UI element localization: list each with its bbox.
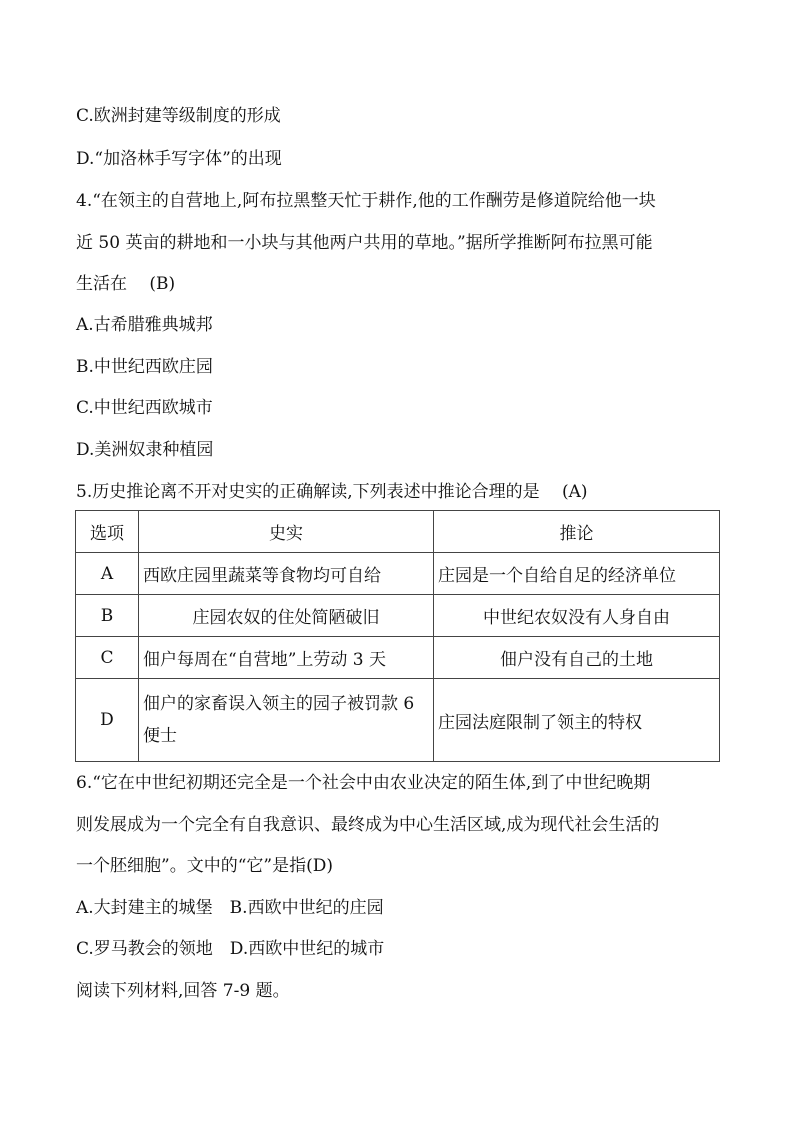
- q4-option-b: B.中世纪西欧庄园: [76, 357, 213, 377]
- row-fact: 西欧庄园里蔬菜等食物均可自给: [139, 553, 434, 595]
- row-fact: 佃户的家畜误入领主的园子被罚款 6 便士: [139, 679, 434, 762]
- row-inference: 中世纪农奴没有人身自由: [434, 595, 720, 637]
- row-option: B: [76, 595, 139, 637]
- row-fact: 佃户每周在“自营地”上劳动 3 天: [139, 637, 434, 679]
- row-fact: 庄园农奴的住处简陋破旧: [139, 595, 434, 637]
- table-row: [76, 595, 720, 637]
- header-inference: 推论: [434, 511, 720, 553]
- q4-option-a: A.古希腊雅典城邦: [76, 315, 213, 335]
- q3-option-c: C.欧洲封建等级制度的形成: [76, 106, 281, 126]
- row-option: C: [76, 637, 139, 679]
- q4-option-d: D.美洲奴隶种植园: [76, 440, 214, 460]
- table-row: [76, 553, 720, 595]
- q4-stem-line3: 生活在 (B): [76, 274, 176, 294]
- q5-stem: 5.历史推论离不开对史实的正确解读,下列表述中推论合理的是 (A): [76, 482, 588, 502]
- row-inference: 佃户没有自己的土地: [434, 637, 720, 679]
- table-header-row: [76, 511, 720, 553]
- table-row: [76, 679, 720, 762]
- q6-options-ab: A.大封建主的城堡 B.西欧中世纪的庄园: [76, 898, 384, 918]
- q4-option-c: C.中世纪西欧城市: [76, 398, 213, 418]
- q6-stem-line3: 一个胚细胞”。文中的“它”是指(D): [76, 856, 333, 876]
- row-option: A: [76, 553, 139, 595]
- q5-table: [75, 510, 720, 762]
- q4-stem-line1: 4.“在领主的自营地上,阿布拉黑整天忙于耕作,他的工作酬劳是修道院给他一块: [76, 191, 656, 211]
- reading-instruction: 阅读下列材料,回答 7-9 题。: [76, 981, 290, 1001]
- row-inference: 庄园是一个自给自足的经济单位: [434, 553, 720, 595]
- header-fact: 史实: [139, 511, 434, 553]
- q4-stem-line2: 近 50 英亩的耕地和一小块与其他两户共用的草地。”据所学推断阿布拉黑可能: [76, 233, 653, 253]
- table-row: [76, 637, 720, 679]
- q6-stem-line1: 6.“它在中世纪初期还完全是一个社会中由农业决定的陌生体,到了中世纪晚期: [76, 773, 651, 793]
- row-option: D: [76, 679, 139, 762]
- q6-options-cd: C.罗马教会的领地 D.西欧中世纪的城市: [76, 939, 385, 959]
- q3-option-d: D.“加洛林手写字体”的出现: [76, 149, 282, 169]
- header-option: 选项: [76, 511, 139, 553]
- q6-stem-line2: 则发展成为一个完全有自我意识、最终成为中心生活区域,成为现代社会生活的: [76, 815, 660, 835]
- row-inference: 庄园法庭限制了领主的特权: [434, 679, 720, 762]
